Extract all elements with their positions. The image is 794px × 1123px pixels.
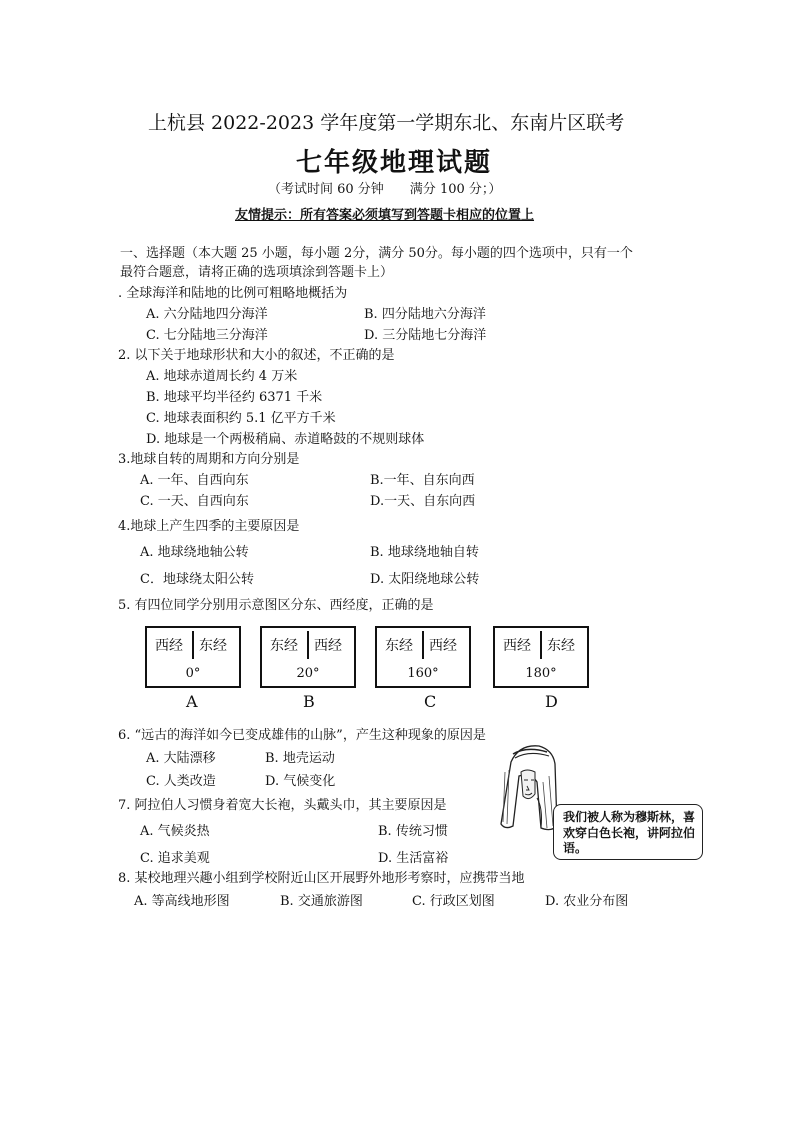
option: B.一年、自东向西 [370, 473, 475, 488]
option: A. 大陆漂移 [146, 751, 216, 766]
diagram-box-d [493, 626, 589, 688]
diagram-right-label: 东经 [547, 638, 575, 654]
question-stem: 4.地球上产生四季的主要原因是 [118, 519, 300, 534]
diagram-left-label: 西经 [503, 638, 531, 654]
option: D.一天、自东向西 [370, 494, 476, 509]
section-heading-cont: 最符合题意，请将正确的选项填涂到答题卡上） [120, 265, 394, 280]
diagram-letter: B [303, 692, 315, 711]
page-title: 七年级地理试题 [296, 148, 493, 178]
question-stem: 5. 有四位同学分别用示意图区分东、西经度，正确的是 [118, 598, 434, 613]
meridian-line [540, 631, 542, 659]
diagram-degree: 180° [525, 666, 557, 681]
exam-header: 上杭县 2022-2023 学年度第一学期东北、东南片区联考 [148, 112, 625, 134]
option: B. 地球绕地轴自转 [370, 545, 479, 560]
question-stem: . 全球海洋和陆地的比例可粗略地概括为 [118, 286, 348, 301]
diagram-right-label: 西经 [314, 638, 342, 654]
option: B. 交通旅游图 [280, 894, 363, 909]
diagram-letter: A [186, 692, 198, 711]
diagram-degree: 160° [407, 666, 439, 681]
option: C. 地球表面积约 5.1 亿平方千米 [146, 411, 336, 426]
option: D. 地球是一个两极稍扁、赤道略鼓的不规则球体 [146, 432, 425, 447]
diagram-left-label: 东经 [270, 638, 298, 654]
diagram-box-b [260, 626, 356, 688]
option: A. 地球绕地轴公转 [140, 545, 249, 560]
diagram-letter: C [424, 692, 437, 711]
option: B. 地壳运动 [265, 751, 335, 766]
question-stem: 3.地球自转的周期和方向分别是 [118, 452, 300, 467]
option: C. 七分陆地三分海洋 [146, 328, 268, 343]
option: A. 气候炎热 [140, 824, 210, 839]
option: D. 三分陆地七分海洋 [364, 328, 487, 343]
diagram-degree: 20° [296, 666, 320, 681]
exam-info: （考试时间 60 分钟 满分 100 分；） [268, 182, 502, 197]
option: C. 行政区划图 [412, 894, 495, 909]
question-stem: 2. 以下关于地球形状和大小的叙述，不正确的是 [118, 348, 395, 363]
diagram-left-label: 西经 [155, 638, 183, 654]
option: B. 传统习惯 [378, 824, 448, 839]
diagram-right-label: 西经 [429, 638, 457, 654]
option: B. 地球平均半径约 6371 千米 [146, 390, 323, 405]
meridian-line [307, 631, 309, 659]
option: A. 一年、自西向东 [140, 473, 249, 488]
diagram-box-c [375, 626, 471, 688]
diagram-left-label: 东经 [385, 638, 413, 654]
option: D. 生活富裕 [378, 851, 449, 866]
diagram-letter: D [545, 692, 558, 711]
arab-figure-illustration [497, 742, 559, 834]
meridian-line [192, 631, 194, 659]
option: C. 追求美观 [140, 851, 210, 866]
diagram-degree: 0° [185, 666, 201, 681]
option: C. 人类改造 [146, 774, 216, 789]
option: A. 六分陆地四分海洋 [146, 307, 268, 322]
question-stem: 6. “远古的海洋如今已变成雄伟的山脉”，产生这种现象的原因是 [118, 728, 486, 743]
diagram-box-a [145, 626, 241, 688]
option: A. 地球赤道周长约 4 万米 [146, 369, 298, 384]
option: A. 等高线地形图 [134, 894, 230, 909]
question-stem: 7. 阿拉伯人习惯身着宽大长袍，头戴头巾，其主要原因是 [118, 798, 447, 813]
diagram-right-label: 东经 [199, 638, 227, 654]
speech-bubble [553, 804, 703, 860]
option: C. 一天、自西向东 [140, 494, 249, 509]
option: D. 农业分布图 [545, 894, 629, 909]
speech-bubble-text: 我们被人称为穆斯林，喜欢穿白色长袍，讲阿拉伯语。 [563, 810, 696, 855]
option: D. 太阳绕地球公转 [370, 572, 480, 587]
option: D. 气候变化 [265, 774, 336, 789]
question-stem: 8. 某校地理兴趣小组到学校附近山区开展野外地形考察时，应携带当地 [118, 871, 525, 886]
option: B. 四分陆地六分海洋 [364, 307, 486, 322]
section-heading: 一、选择题（本大题 25 小题，每小题 2分，满分 50分。每小题的四个选项中，只有一个 [120, 246, 633, 261]
meridian-line [422, 631, 424, 659]
option: C．地球绕太阳公转 [140, 572, 254, 587]
notice: 友情提示：所有答案必须填写到答题卡相应的位置上 [235, 208, 535, 223]
